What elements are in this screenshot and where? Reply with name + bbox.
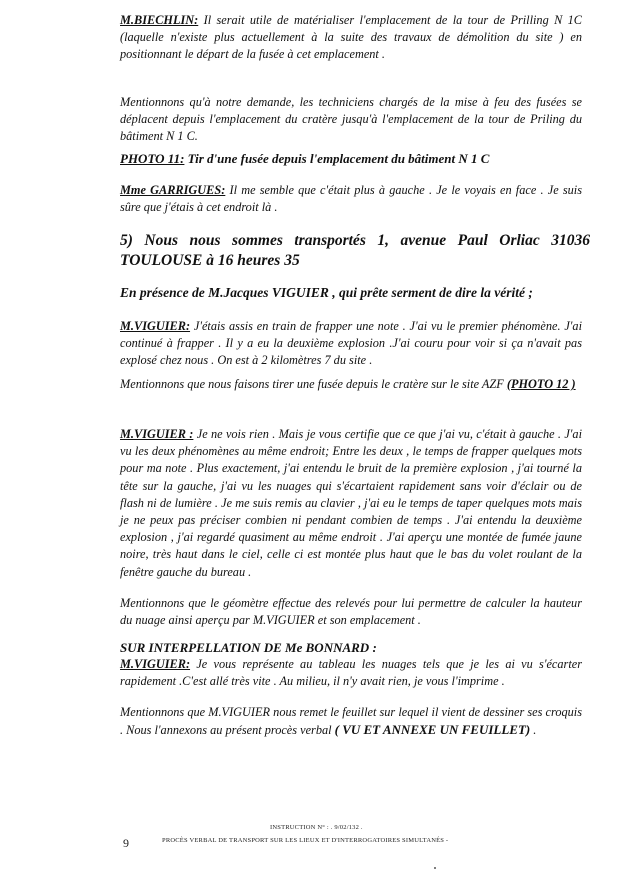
paragraph-mention-geometre: Mentionnons que le géomètre effectue des relevés pour lui permettre de calculer la hauteur du nuage ainsi aperçu par M.VIGUIER et son emplacement . [120, 596, 582, 628]
scan-speck [434, 867, 436, 869]
speaker-label: Mme GARRIGUES: [120, 183, 226, 197]
paragraph-viguier-3 [120, 656, 582, 690]
section-heading-5: 5) Nous nous sommes transportés 1, avenue Paul Orliac 31036 TOULOUSE à 16 heures 35 [120, 232, 590, 269]
paragraph-viguier-2 [120, 426, 582, 581]
paragraph-text: Il me semble que c'était plus à gauche . Je le voyais en face . Je suis sûre que j'étais à cet endroit là . [120, 183, 583, 215]
paragraph-text: Mentionnons que nous faisons tirer une fusée depuis le cratère sur le site AZF [120, 377, 507, 391]
speaker-label: M.VIGUIER : [120, 427, 194, 441]
paragraph-text: Je vous représente au tableau les nuages tels que je les ai vu s'écarter rapidement .C'est allé très vite . Au milieu, il n'y avait rien, je vous l'imprime . [120, 657, 582, 689]
speaker-label: M.VIGUIER: [120, 319, 191, 333]
photo-caption-text: Tir d'une fusée depuis l'emplacement du bâtiment N 1 C [184, 151, 490, 166]
paragraph-end: . [530, 723, 537, 738]
paragraph-text: Il serait utile de matérialiser l'emplacement de la tour de Prilling N 1C (laquelle n'existe plus actuellement à la suite des travaux de démolition du site ) en positionnant le départ de la fusée à cet emplacement . [120, 13, 582, 62]
annex-bold-text: ( VU ET ANNEXE UN FEUILLET) [334, 722, 531, 738]
paragraph-mention-rocket [120, 376, 582, 393]
photo-label: PHOTO 11: [120, 151, 185, 166]
interpellation-heading: SUR INTERPELLATION DE Me BONNARD : [120, 640, 377, 655]
speaker-label: M.VIGUIER: [120, 657, 191, 671]
photo-11-caption [120, 150, 582, 167]
paragraph-text: Mentionnons que M.VIGUIER nous remet le feuillet sur lequel il vient de dessiner ses croquis . Nous l'annexons au présent procès verbal [120, 705, 582, 738]
paragraph-mention-annex [120, 704, 582, 739]
presence-line: En présence de M.Jacques VIGUIER , qui prête serment de dire la vérité ; [120, 285, 533, 300]
footer-instruction-number: INSTRUCTION N° : . 9/02/132 . [270, 824, 363, 831]
paragraph-text: J'étais assis en train de frapper une note . J'ai vu le premier phénomène. J'ai continué à frapper . Il y a eu la deuxième explosion .J'ai couru pour voir si ça n'avait pas explosé chez nous . On est à 2 kilomètres 7 du site . [120, 319, 582, 368]
paragraph-text: Je ne vois rien . Mais je vous certifie que ce que j'ai vu, c'était à gauche . J'ai vu les deux phénomènes au même endroit; Entre les deux , le temps de frapper quelques mots pour ma note . Plus exactement, j'ai entendu le bruit de la première explosion , j'ai tourné la tête sur la gauche, j'ai vu les nuages qui s'écartaient rapidement sans voir d'éclair ou de flash ni de lumière . Je me suis remis au clavier , j'ai eu le temps de taper quelques mots mais je ne peux pas préciser combien ni pendant combien de temps . J'ai entendu la deuxième explosion , j'ai regardé quasiment au même endroit . J'ai aperçu une montée de fumée jaune noire, très haut dans le ciel, celle ci est montée plus haut que le bas du volet roulant de la fenêtre gauche du bureau . [120, 427, 582, 579]
footer-page-number: 9 [123, 836, 129, 850]
paragraph-viguier-1 [120, 318, 582, 370]
paragraph-biechlin [120, 12, 582, 64]
footer-pv-title: PROCÈS VERBAL DE TRANSPORT SUR LES LIEUX ET D'INTERROGATOIRES SIMULTANÉS - [162, 837, 449, 844]
paragraph-garrigues [120, 182, 582, 216]
speaker-label: M.BIECHLIN: [120, 13, 199, 27]
photo-12-label: (PHOTO 12 ) [506, 377, 576, 391]
paragraph-mention-technicians: Mentionnons qu'à notre demande, les techniciens chargés de la mise à feu des fusées se déplacent depuis l'emplacement du cratère jusqu'à l'emplacement de la tour de Priling du bâtiment N 1 C. [120, 95, 582, 144]
